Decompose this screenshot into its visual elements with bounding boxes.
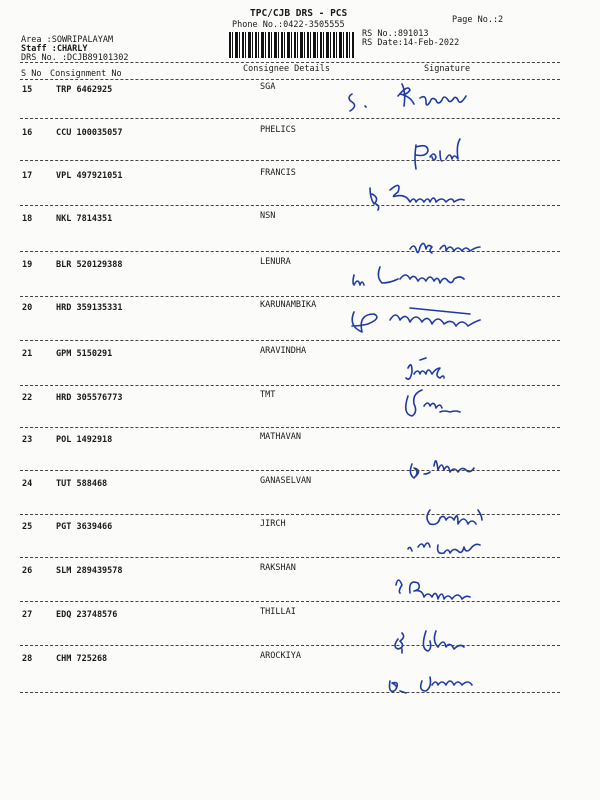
consignment-number: TRP 6462925 (56, 85, 113, 95)
table-row (0, 257, 600, 297)
area-label: Area :SOWRIPALAYAM (21, 35, 114, 45)
serial-number: 23 (22, 435, 33, 445)
row-divider (20, 645, 560, 646)
serial-number: 27 (22, 610, 33, 620)
phone-number: Phone No.:0422-3505555 (232, 20, 345, 30)
consignee-name: AROCKIYA (260, 651, 301, 661)
consignee-name: JIRCH (260, 519, 286, 529)
barcode-image (229, 32, 354, 58)
table-row (0, 651, 600, 691)
consignment-number: CHM 725268 (56, 654, 108, 664)
consignment-number: NKL 7814351 (56, 214, 113, 224)
column-header-consignment: Consignment No (50, 69, 122, 79)
serial-number: 17 (22, 171, 33, 181)
consignment-number: CCU 100035057 (56, 128, 123, 138)
consignment-number: HRD 359135331 (56, 303, 123, 313)
drs-number: DRS No. :DCJB89101302 (21, 53, 129, 63)
row-divider (20, 205, 560, 206)
consignment-number: HRD 305576773 (56, 393, 123, 403)
column-header-consignee: Consignee Details (243, 64, 330, 74)
consignment-number: BLR 520129388 (56, 260, 123, 270)
serial-number: 16 (22, 128, 33, 138)
report-title: TPC/CJB DRS - PCS (250, 8, 348, 19)
rs-number: RS No.:891013 (362, 29, 429, 39)
row-divider (20, 514, 560, 515)
page-number: Page No.:2 (452, 15, 504, 25)
consignment-number: GPM 5150291 (56, 349, 113, 359)
serial-number: 15 (22, 85, 33, 95)
row-divider (20, 427, 560, 428)
row-divider (20, 296, 560, 297)
table-row (0, 476, 600, 516)
serial-number: 22 (22, 393, 33, 403)
column-header-signature: Signature (424, 64, 471, 74)
table-row (0, 211, 600, 251)
table-row (0, 607, 600, 647)
consignment-number: PGT 3639466 (56, 522, 113, 532)
table-row (0, 346, 600, 386)
table-row (0, 300, 600, 340)
consignee-name: TMT (260, 390, 276, 400)
serial-number: 28 (22, 654, 33, 664)
consignment-number: VPL 497921051 (56, 171, 123, 181)
consignment-number: TUT 588468 (56, 479, 108, 489)
column-header-sno: S No (21, 69, 42, 79)
serial-number: 18 (22, 214, 33, 224)
row-divider (20, 692, 560, 693)
consignee-name: NSN (260, 211, 276, 221)
row-divider (20, 160, 560, 161)
table-row (0, 432, 600, 472)
consignee-name: MATHAVAN (260, 432, 301, 442)
header-divider (20, 62, 560, 63)
table-row (0, 563, 600, 603)
consignment-number: EDQ 23748576 (56, 610, 118, 620)
consignee-name: GANASELVAN (260, 476, 312, 486)
table-row (0, 519, 600, 559)
serial-number: 24 (22, 479, 33, 489)
row-divider (20, 118, 560, 119)
consignee-name: PHELICS (260, 125, 296, 135)
consignee-name: RAKSHAN (260, 563, 296, 573)
consignment-number: POL 1492918 (56, 435, 113, 445)
serial-number: 19 (22, 260, 33, 270)
staff-label: Staff :CHARLY (21, 44, 88, 54)
consignee-name: FRANCIS (260, 168, 296, 178)
serial-number: 20 (22, 303, 33, 313)
consignee-name: SGA (260, 82, 276, 92)
table-row (0, 390, 600, 430)
serial-number: 21 (22, 349, 33, 359)
row-divider (20, 340, 560, 341)
serial-number: 25 (22, 522, 33, 532)
table-row (0, 125, 600, 165)
consignee-name: KARUNAMBIKA (260, 300, 317, 310)
consignment-number: SLM 289439578 (56, 566, 123, 576)
rs-date: RS Date:14-Feb-2022 (362, 38, 460, 48)
table-row (0, 168, 600, 208)
serial-number: 26 (22, 566, 33, 576)
row-divider (20, 557, 560, 558)
consignee-name: THILLAI (260, 607, 296, 617)
row-divider (20, 251, 560, 252)
row-divider (20, 601, 560, 602)
table-row (0, 82, 600, 122)
consignee-name: LENURA (260, 257, 291, 267)
handwritten-signature (340, 661, 560, 721)
consignee-name: ARAVINDHA (260, 346, 307, 356)
row-divider (20, 470, 560, 471)
